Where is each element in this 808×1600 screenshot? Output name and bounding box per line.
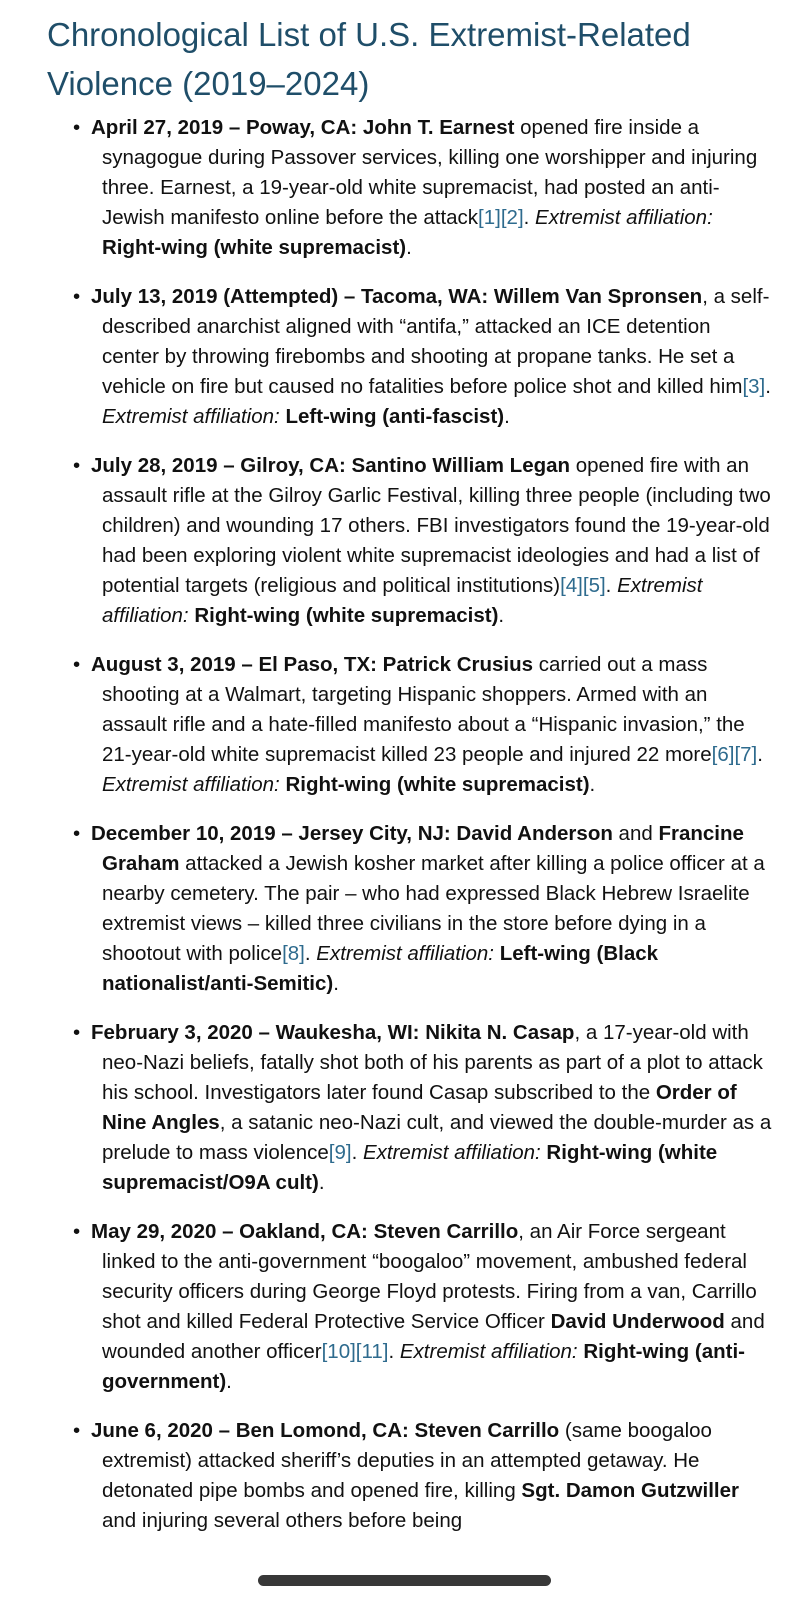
entry-bold-name: Francine Graham [102,822,744,875]
entry-end: . [589,773,596,796]
bullet-icon: • [73,653,81,676]
entry-separator: . [605,574,618,597]
list-item [0,282,808,432]
entry-body-a: , a 17-year-old with neo-Nazi beliefs, fatally shot both of his parents as part of a plot to attack his school. Investigators later found Casap subscribed to the [102,1021,763,1104]
bullet-icon: • [73,1419,81,1442]
entry-body: opened fire with an assault rifle at the Gilroy Garlic Festival, killing three people (including two children) and wounding 17 others. FBI investigators found the 19-year-old had been exploring violent white supremacist ideologies and had a list of potential targets (religious and political institutions) [102,454,771,597]
citation-link[interactable]: [9] [328,1141,352,1164]
affiliation-value: Right-wing (white supremacist/O9A cult) [102,1141,718,1194]
bullet-icon: • [73,285,81,308]
entry-end: . [318,1171,325,1194]
affiliation-value: Right-wing (white supremacist) [285,773,590,796]
entry-bold-name: Sgt. Damon Gutzwiller [521,1479,739,1502]
scroll-handle[interactable] [258,1575,551,1586]
citation-link[interactable]: [11] [355,1340,389,1363]
entry-body: and injuring several others before being [102,1509,463,1532]
citation-link[interactable]: [8] [282,942,305,965]
entry-body: , a self-described anarchist aligned with “antifa,” attacked an ICE detention center by throwing firebombs and shooting at propane tanks. He set a vehicle on fire but caused no fatalities before police shot and killed him [102,285,770,398]
citation-link[interactable]: [2] [500,206,524,229]
citation-link[interactable]: [6] [711,743,735,766]
citation-link[interactable]: [1] [478,206,501,229]
list-item [0,1416,808,1536]
citation-link[interactable]: [4] [560,574,583,597]
citation-link[interactable]: [7] [734,743,758,766]
entry-header: June 6, 2020 – Ben Lomond, CA: Steven Carrillo [91,1419,560,1442]
affiliation-label: Extremist affiliation: [102,773,280,796]
entry-header: December 10, 2019 – Jersey City, NJ: David Anderson [91,822,613,845]
bullet-icon: • [73,1021,81,1044]
list-item [0,451,808,631]
list-item [0,650,808,800]
entry-end: . [406,236,412,259]
entry-header: April 27, 2019 – Poway, CA: John T. Earnest [91,116,515,139]
entry-separator: . [765,375,771,398]
affiliation-label: Extremist affiliation: [102,574,703,627]
affiliation-label: Extremist affiliation: [362,1141,541,1164]
incident-list [0,113,808,1555]
affiliation-label: Extremist affiliation: [316,942,494,965]
entry-header: July 28, 2019 – Gilroy, CA: Santino William Legan [91,454,571,477]
entry-separator: . [757,743,763,766]
page-title: Chronological List of U.S. Extremist-Related Violence (2019–2024) [47,16,691,102]
entry-end: . [226,1370,232,1393]
bullet-icon: • [73,822,81,845]
entry-end: . [504,405,510,428]
entry-separator: . [351,1141,363,1164]
entry-bold-name: Order of Nine Angles [102,1081,737,1134]
affiliation-value: Right-wing (anti-government) [102,1340,745,1393]
list-item [0,113,808,263]
entry-header: July 13, 2019 (Attempted) – Tacoma, WA: Willem Van Spronsen [91,285,703,308]
list-item [0,819,808,999]
entry-body: attacked a Jewish kosher market after killing a police officer at a nearby cemetery. The pair – who had expressed Black Hebrew Israelite extremist views – killed three civilians in the store before dying in a shootout with police [102,852,765,965]
entry-body-a: , an Air Force sergeant linked to the anti-government “boogaloo” movement, ambushed federal security officers during George Floyd protests. Firing from a van, Carrillo shot and killed Federal Protective Service Officer [102,1220,757,1333]
entry-end: . [333,972,339,995]
citation-link[interactable]: [3] [742,375,766,398]
citation-link[interactable]: [5] [582,574,606,597]
entry-header: August 3, 2019 – El Paso, TX: Patrick Crusius [91,653,534,676]
entry-body: opened fire inside a synagogue during Passover services, killing one worshipper and injuring three. Earnest, a 19-year-old white supremacist, had posted an anti-Jewish manifesto online before the attack [102,116,758,229]
affiliation-value: Left-wing (anti-fascist) [285,405,505,428]
bullet-icon: • [73,116,81,139]
entry-header: February 3, 2020 – Waukesha, WI: Nikita N. Casap [91,1021,575,1044]
entry-separator: . [523,206,536,229]
entry-body: , a satanic neo-Nazi cult, and viewed the double-murder as a prelude to mass violence [102,1111,772,1164]
entry-header: May 29, 2020 – Oakland, CA: Steven Carrillo [91,1220,519,1243]
entry-body-a: (same boogaloo extremist) attacked sheriff’s deputies in an attempted getaway. He detonated pipe bombs and opened fire, killing [102,1419,712,1502]
affiliation-label: Extremist affiliation: [102,405,280,428]
bullet-icon: • [73,1220,81,1243]
citation-link[interactable]: [10] [321,1340,356,1363]
entry-body-a: and [612,822,659,845]
affiliation-label: Extremist affiliation: [399,1340,578,1363]
bullet-icon: • [73,454,81,477]
entry-body: and wounded another officer [102,1310,765,1363]
affiliation-value: Right-wing (white supremacist) [194,604,499,627]
entry-end: . [498,604,505,627]
list-item [0,1217,808,1397]
affiliation-value: Left-wing (Black nationalist/anti-Semitic) [102,942,659,995]
entry-body: carried out a mass shooting at a Walmart, targeting Hispanic shoppers. Armed with an assault rifle and a hate-filled manifesto about a “Hispanic invasion,” the 21-year-old white supremacist killed 23 people and injured 22 more [102,653,745,766]
entry-bold-name: David Underwood [550,1310,725,1333]
affiliation-label: Extremist affiliation: [535,206,713,229]
entry-separator: . [304,942,317,965]
entry-separator: . [388,1340,400,1363]
affiliation-value: Right-wing (white supremacist) [102,236,407,259]
list-item [0,1018,808,1198]
